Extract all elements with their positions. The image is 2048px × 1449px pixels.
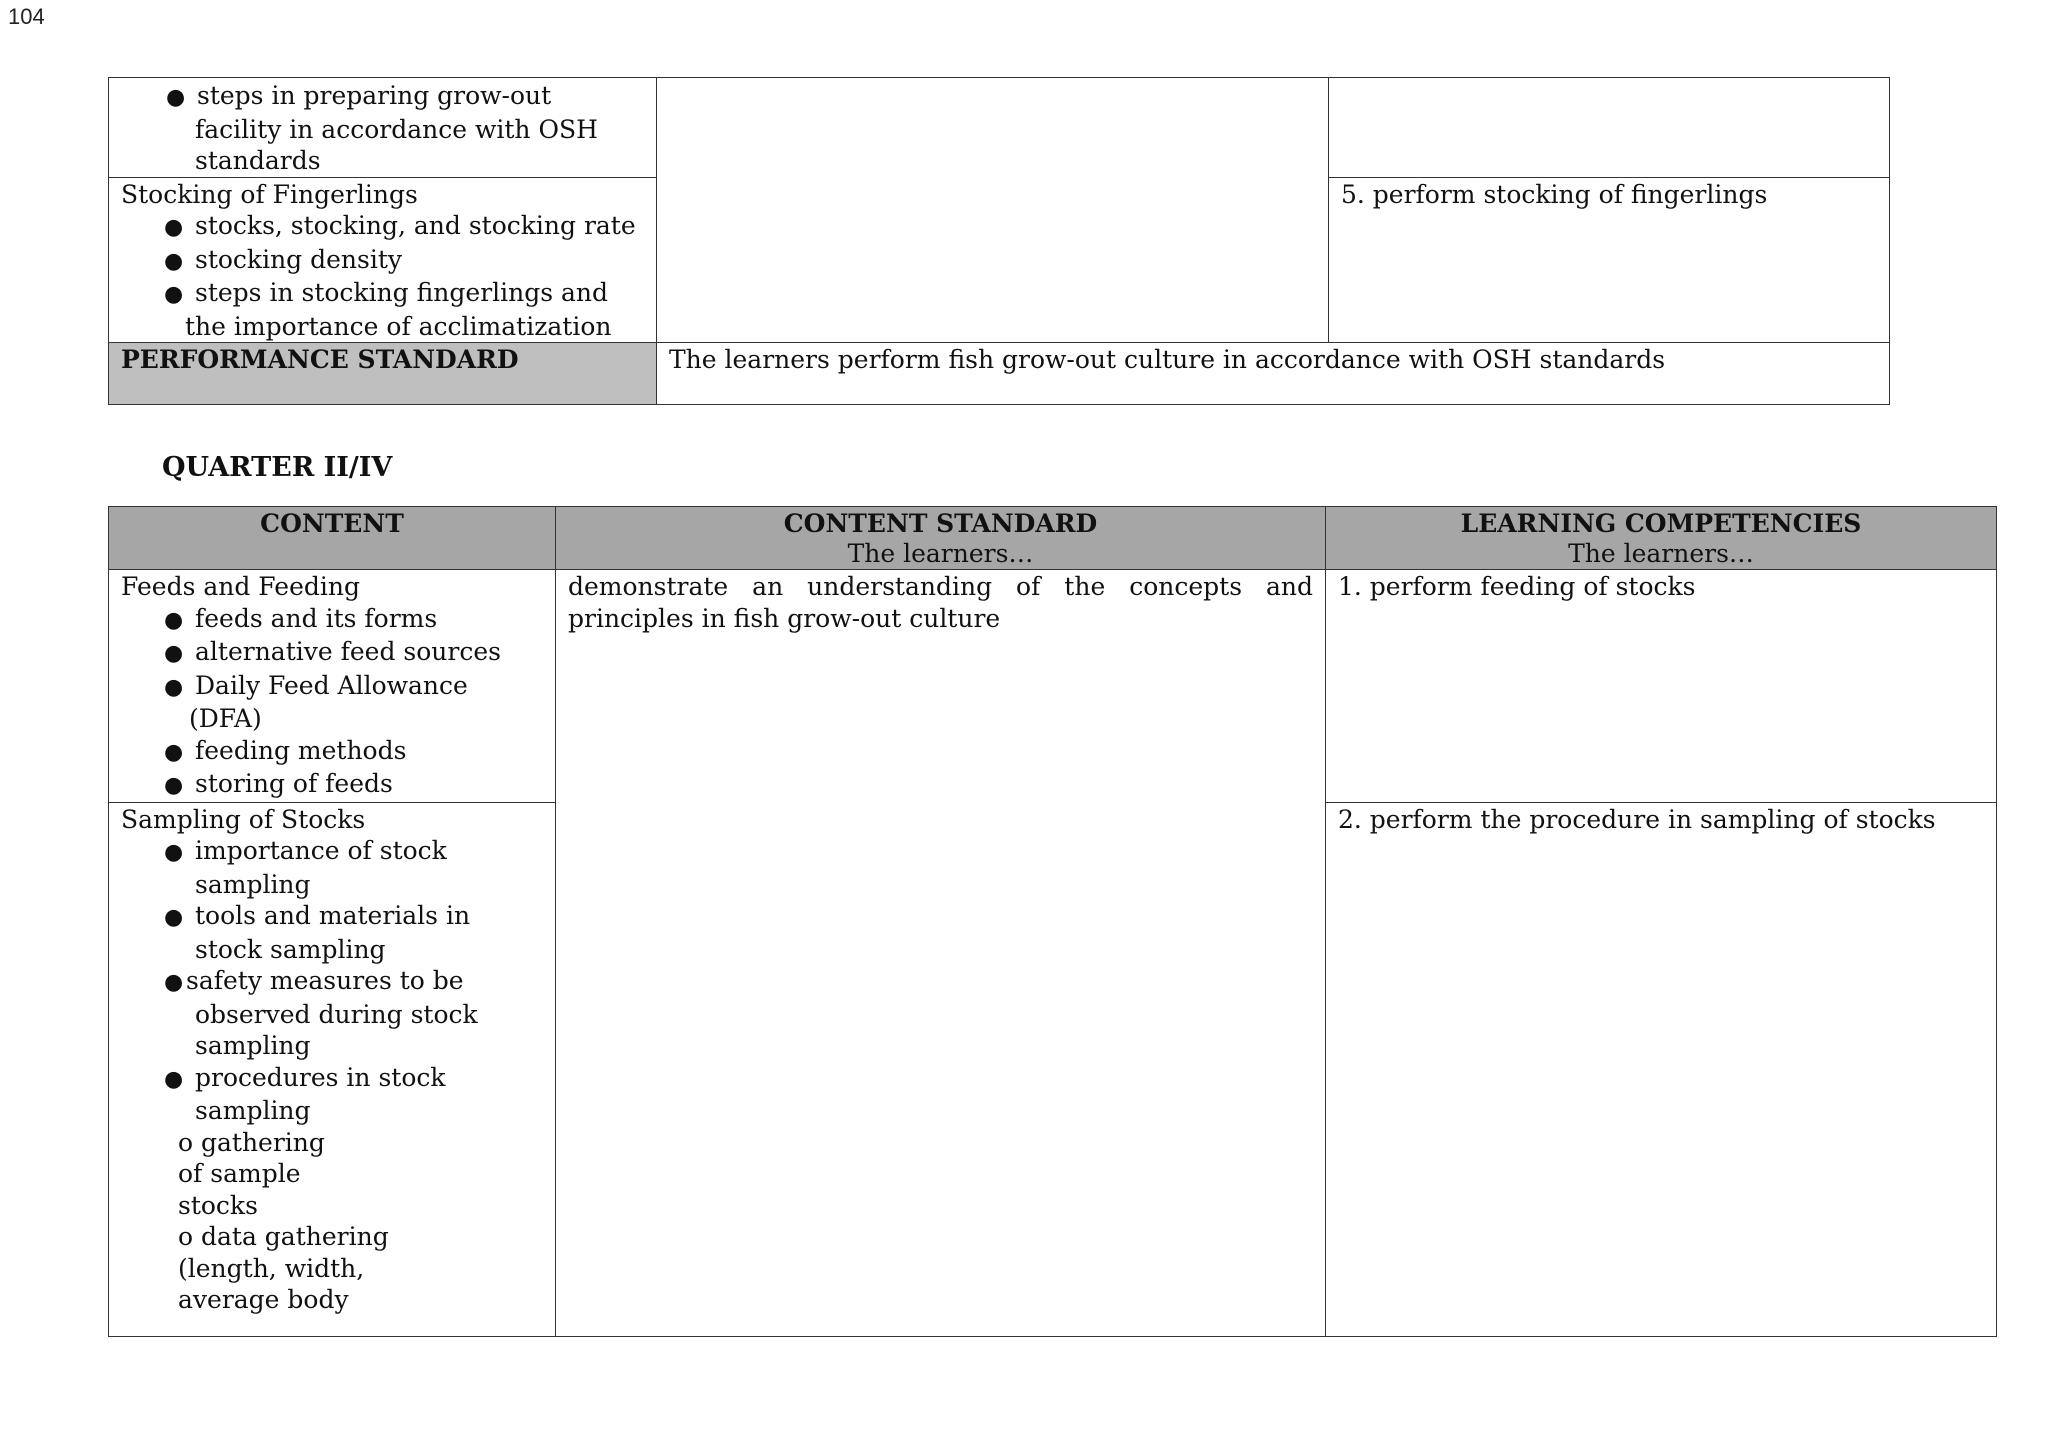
competency-text: 1. perform feeding of stocks — [1338, 572, 1696, 601]
content-title: Stocking of Fingerlings — [121, 179, 418, 209]
competency-cell — [1329, 78, 1890, 178]
content-title: Feeds and Feeding — [121, 572, 360, 601]
content-title: Sampling of Stocks — [121, 804, 366, 834]
header-content — [109, 507, 556, 570]
list-item — [121, 1127, 328, 1222]
performance-standard-label: PERFORMANCE STANDARD — [121, 345, 519, 374]
content-bullet-list — [121, 210, 644, 342]
competency-text: 5. perform stocking of fingerlings — [1341, 179, 1768, 209]
competency-text: 2. perform the procedure in sampling of stocks — [1338, 804, 1936, 834]
competency-cell — [1326, 802, 1997, 1336]
content-cell — [109, 802, 556, 1336]
list-item — [121, 670, 543, 735]
quarter-title: QUARTER II/IV — [162, 452, 393, 483]
bullet-text: storing of feeds — [195, 769, 393, 798]
header-content-standard-sub: The learners… — [847, 538, 1034, 568]
bullet-icon: ● — [164, 905, 184, 930]
list-item — [121, 80, 644, 177]
performance-standard-text: The learners perform fish grow-out culture in accordance with OSH standards — [669, 345, 1666, 374]
table-header-row — [109, 507, 1997, 570]
content-bullet-list — [121, 835, 543, 1127]
list-item — [121, 735, 543, 769]
bullet-text: safety measures to be observed during stock sampling — [186, 966, 478, 1060]
sub-item-text: o data gathering (length, width, average body — [178, 1222, 389, 1314]
sub-item-text: o gathering of sample stocks — [178, 1127, 325, 1220]
header-learning-competencies-label: LEARNING COMPETENCIES — [1460, 509, 1862, 538]
bullet-text: alternative feed sources — [195, 637, 501, 666]
bullet-icon: ● — [164, 840, 184, 865]
bullet-icon: ● — [164, 248, 184, 274]
bullet-text: tools and materials in stock sampling — [195, 901, 471, 964]
bullet-text: steps in preparing grow-out facility in accordance with OSH standards — [195, 81, 598, 175]
list-item — [121, 603, 543, 637]
header-content-standard — [556, 507, 1326, 570]
header-learning-competencies — [1326, 507, 1997, 570]
bullet-text: feeding methods — [195, 735, 407, 765]
list-item — [121, 835, 543, 900]
content-bullet-list — [121, 603, 543, 802]
bullet-text: procedures in stock sampling — [195, 1062, 446, 1125]
list-item — [121, 965, 543, 1062]
table-row — [109, 343, 1890, 405]
bullet-text: steps in stocking fingerlings and the importance of acclimatization — [185, 278, 612, 341]
bullet-icon: ● — [164, 1066, 184, 1092]
header-content-label: CONTENT — [260, 509, 404, 538]
list-item — [121, 244, 644, 278]
procedure-sub-list — [121, 1127, 543, 1316]
bullet-icon: ● — [164, 215, 184, 240]
content-cell — [109, 78, 657, 178]
bullet-text: feeds and its forms — [195, 603, 438, 633]
content-standard-text: demonstrate an understanding of the concepts and principles in fish grow-out culture — [568, 572, 1313, 633]
bullet-icon: ● — [164, 674, 184, 700]
bullet-text: importance of stock sampling — [195, 836, 447, 899]
bullet-icon: ● — [164, 607, 184, 633]
list-item — [121, 1062, 543, 1127]
content-cell — [109, 177, 657, 343]
performance-standard-text-cell — [657, 343, 1890, 405]
bullet-icon: ● — [164, 970, 184, 995]
header-learning-competencies-sub: The learners… — [1568, 538, 1754, 568]
content-cell — [109, 570, 556, 803]
continuation-table — [108, 77, 1890, 405]
bullet-text: stocking density — [195, 244, 403, 274]
bullet-icon: ● — [164, 641, 184, 666]
list-item — [121, 768, 543, 802]
competency-cell — [1326, 570, 1997, 803]
content-standard-cell — [657, 78, 1329, 343]
bullet-icon: ● — [164, 739, 184, 765]
table-row — [109, 570, 1997, 803]
content-bullet-list — [121, 80, 644, 177]
performance-standard-label-cell — [109, 343, 657, 405]
bullet-text: Daily Feed Allowance (DFA) — [189, 670, 468, 733]
table-row — [109, 78, 1890, 178]
bullet-text: stocks, stocking, and stocking rate — [195, 211, 636, 240]
header-content-standard-label: CONTENT STANDARD — [783, 509, 1098, 538]
competency-cell — [1329, 177, 1890, 343]
quarter-table — [108, 506, 1997, 1337]
content-standard-cell — [556, 570, 1326, 1337]
list-item — [121, 210, 644, 244]
bullet-icon: ● — [164, 773, 184, 798]
bullet-icon: ● — [164, 282, 184, 307]
list-item — [121, 277, 644, 342]
list-item — [121, 1221, 398, 1316]
page-number: 104 — [8, 4, 45, 29]
bullet-icon: ● — [166, 85, 186, 110]
list-item — [121, 900, 543, 965]
list-item — [121, 636, 543, 670]
